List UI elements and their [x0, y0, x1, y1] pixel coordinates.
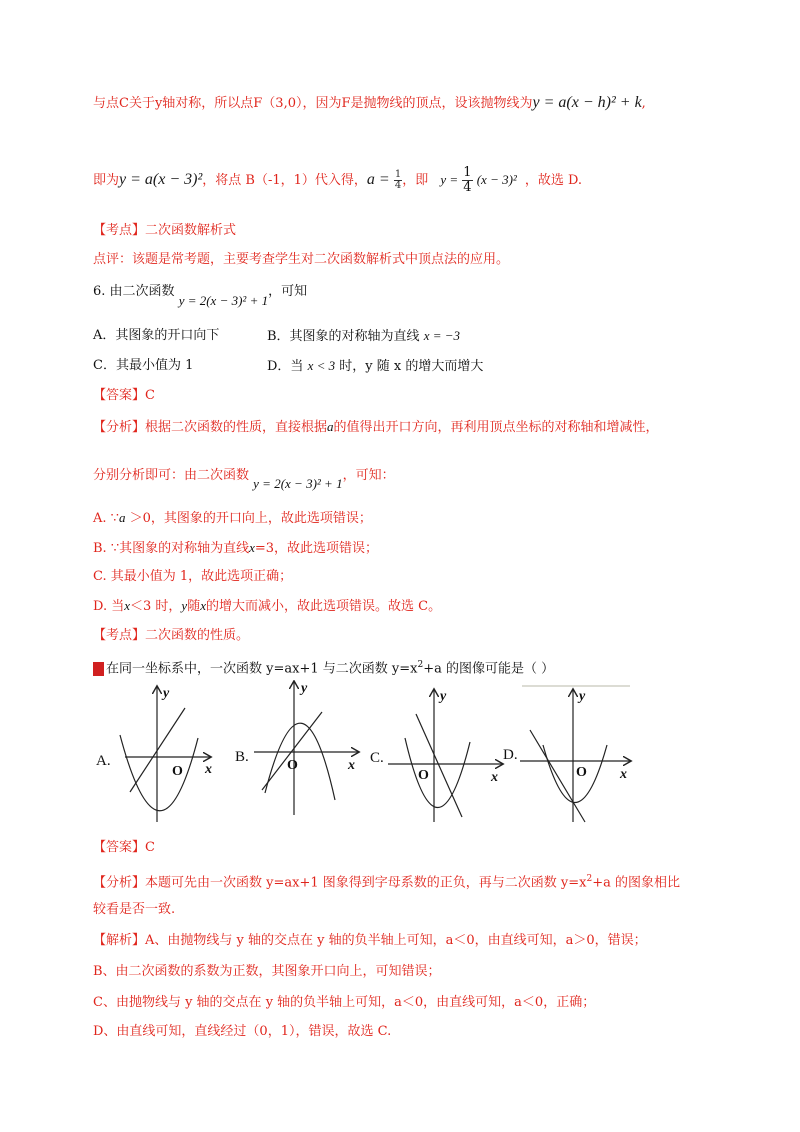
graph-a-y-label: y — [163, 686, 170, 701]
analysis-6-c: C. 其最小值为 1，故此选项正确； — [93, 569, 293, 584]
fraction-one-quarter: $\frac{1}{4}$ — [394, 169, 402, 191]
solution-7-line-4: D、由直线可知，直线经过（0，1），错误，故选 C. — [93, 1024, 392, 1039]
analysis-6-line-1: 【分析】根据二次函数的性质，直接根据a的值得出开口方向，再利用顶点坐标的对称轴和增减性， — [93, 419, 659, 435]
text-line-1: 与点C关于y轴对称，所以点F（3,0），因为F是抛物线的顶点，设该抛物线为y = a(x − h)² + k, — [93, 94, 646, 111]
graph-d — [520, 686, 630, 822]
kaodian-2: 【考点】二次函数的性质。 — [93, 628, 250, 643]
q6-option-b: B．其图象的对称轴为直线 x = −3 — [267, 328, 461, 344]
line1-text: 与点C关于y轴对称，所以点F（3,0），因为F是抛物线的顶点，设该抛物线为 — [93, 96, 533, 111]
question-7: 在同一坐标系中，一次函数 y=ax+1 与二次函数 $y=x^2+a$ 的图像可能是（ ） — [93, 655, 554, 679]
vertex-form-formula: y = a(x − h)² + k — [532, 94, 642, 111]
question-marker — [93, 662, 104, 676]
q6-formula: y = 2(x − 3)² + 1 — [178, 293, 269, 308]
graph-c-label: C. — [370, 750, 384, 766]
solution-7-line-1: 【解析】A、由抛物线与 y 轴的交点在 y 轴的负半轴上可知，a＜0，由直线可知，a＞0，错误； — [93, 933, 647, 948]
text-line-2: 即为y = a(x − 3)²，将点 B（-1，1）代入得，a = $\frac{1}{4}$ ，即 y = $\frac{1}{4}$ (x − 3)² ，故选 D. — [93, 165, 583, 195]
answer-6: 【答案】C — [93, 388, 155, 403]
graph-b — [254, 682, 358, 815]
analysis-6-line-2: 分别分析即可：由二次函数 y = 2(x − 3)² + 1，可知： — [93, 468, 395, 491]
dianping: 点评：该题是常考题，主要考查学生对二次函数解析式中顶点法的应用。 — [93, 252, 510, 267]
graph-c-y-label: y — [440, 689, 447, 704]
graph-d-origin: O — [576, 765, 587, 780]
graph-c-x-label: x — [491, 770, 498, 785]
analysis-7-line-2: 较看是否一致. — [93, 902, 176, 917]
solution-7-line-2: B、由二次函数的系数为正数，其图象开口向上，可知错误； — [93, 964, 441, 979]
analysis-6-b: B. ∵其图象的对称轴为直线x=3，故此选项错误； — [93, 540, 379, 556]
analysis-6-a: A. ∵a ＞0，其图象的开口向上，故此选项错误； — [93, 510, 372, 526]
q7-graphs — [0, 680, 800, 830]
graph-a-label: A. — [96, 753, 111, 769]
graph-a-origin: O — [172, 764, 183, 779]
kaodian-1: 【考点】二次函数解析式 — [93, 223, 237, 238]
graph-d-x-label: x — [620, 767, 627, 782]
graph-a — [120, 687, 210, 822]
graph-b-y-label: y — [301, 681, 308, 696]
q6-option-a: A．其图象的开口向下 — [93, 328, 220, 343]
formula-quarter-x-3-squared: y = $\frac{1}{4}$ (x − 3)² — [440, 165, 517, 195]
graph-b-x-label: x — [348, 758, 355, 773]
graph-d-y-label: y — [579, 689, 586, 704]
graph-c-origin: O — [418, 768, 429, 783]
solution-7-line-3: C、由抛物线与 y 轴的交点在 y 轴的负半轴上可知，a＜0，由直线可知，a＜0，正确； — [93, 995, 596, 1010]
analysis-6-d: D. 当x＜3 时，y随x的增大而减小，故此选项错误。故选 C。 — [93, 598, 442, 614]
graph-b-label: B. — [235, 749, 249, 765]
graph-b-origin: O — [287, 758, 298, 773]
analysis-7-line-1: 【分析】本题可先由一次函数 y=ax+1 图象得到字母系数的正负，再与二次函数 $y=x^2+a$ 的图象相比 — [93, 874, 680, 891]
graph-d-label: D. — [503, 747, 518, 763]
graph-c — [388, 690, 502, 822]
a-equals: a = — [366, 171, 390, 188]
graph-a-x-label: x — [205, 762, 212, 777]
answer-7: 【答案】C — [93, 840, 155, 855]
formula-y-a-x-3: y = a(x − 3)² — [119, 171, 203, 188]
q6-option-c: C．其最小值为 1 — [93, 358, 194, 373]
question-6: 6. 由二次函数 y = 2(x − 3)² + 1，可知 — [93, 284, 308, 308]
q6-option-d: D．当 x < 3 时，y 随 x 的增大而增大 — [267, 358, 484, 374]
